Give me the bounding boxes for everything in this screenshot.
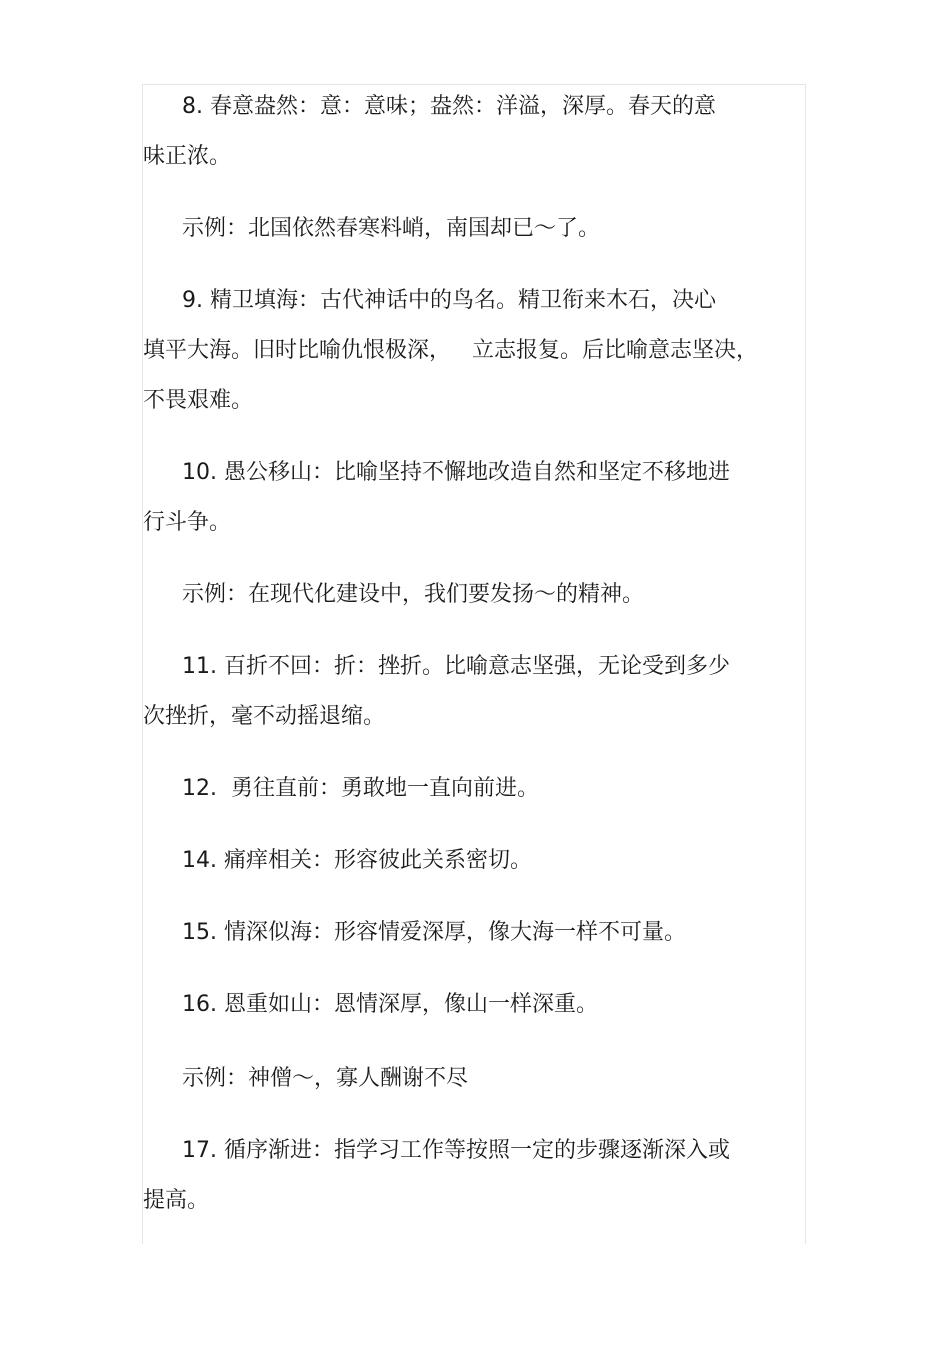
- entry-17-line-1: 17. 循序渐进：指学习工作等按照一定的步骤逐渐深入或: [182, 1138, 730, 1163]
- entry-8-line-1: 8. 春意盎然：意：意味；盎然：洋溢，深厚。春天的意: [182, 94, 716, 119]
- entry-15: 15. 情深似海：形容情爱深厚，像大海一样不可量。: [182, 920, 686, 945]
- entry-11-line-1: 11. 百折不回：折：挫折。比喻意志坚强，无论受到多少: [182, 654, 730, 679]
- entry-10-line-2: 行斗争。: [143, 510, 232, 535]
- entry-8-line-2: 味正浓。: [143, 144, 232, 169]
- example-10: 示例：在现代化建设中，我们要发扬～的精神。: [182, 582, 645, 607]
- entry-14: 14. 痛痒相关：形容彼此关系密切。: [182, 848, 532, 873]
- entry-16: 16. 恩重如山：恩情深厚，像山一样深重。: [182, 992, 598, 1017]
- entry-9-line-1: 9. 精卫填海：古代神话中的鸟名。精卫衔来木石，决心: [182, 288, 716, 313]
- entry-9-line-3: 不畏艰难。: [143, 388, 254, 413]
- example-8: 示例：北国依然春寒料峭，南国却已～了。: [182, 216, 601, 241]
- example-16: 示例：神僧～，寡人酬谢不尽: [182, 1066, 469, 1091]
- entry-9-line-2: 填平大海。旧时比喻仇恨极深， 立志报复。后比喻意志坚决，: [143, 338, 758, 363]
- entry-12: 12. 勇往直前：勇敢地一直向前进。: [182, 776, 539, 801]
- entry-10-line-1: 10. 愚公移山：比喻坚持不懈地改造自然和坚定不移地进: [182, 460, 730, 485]
- entry-17-line-2: 提高。: [143, 1188, 210, 1213]
- entry-11-line-2: 次挫折，毫不动摇退缩。: [143, 704, 386, 729]
